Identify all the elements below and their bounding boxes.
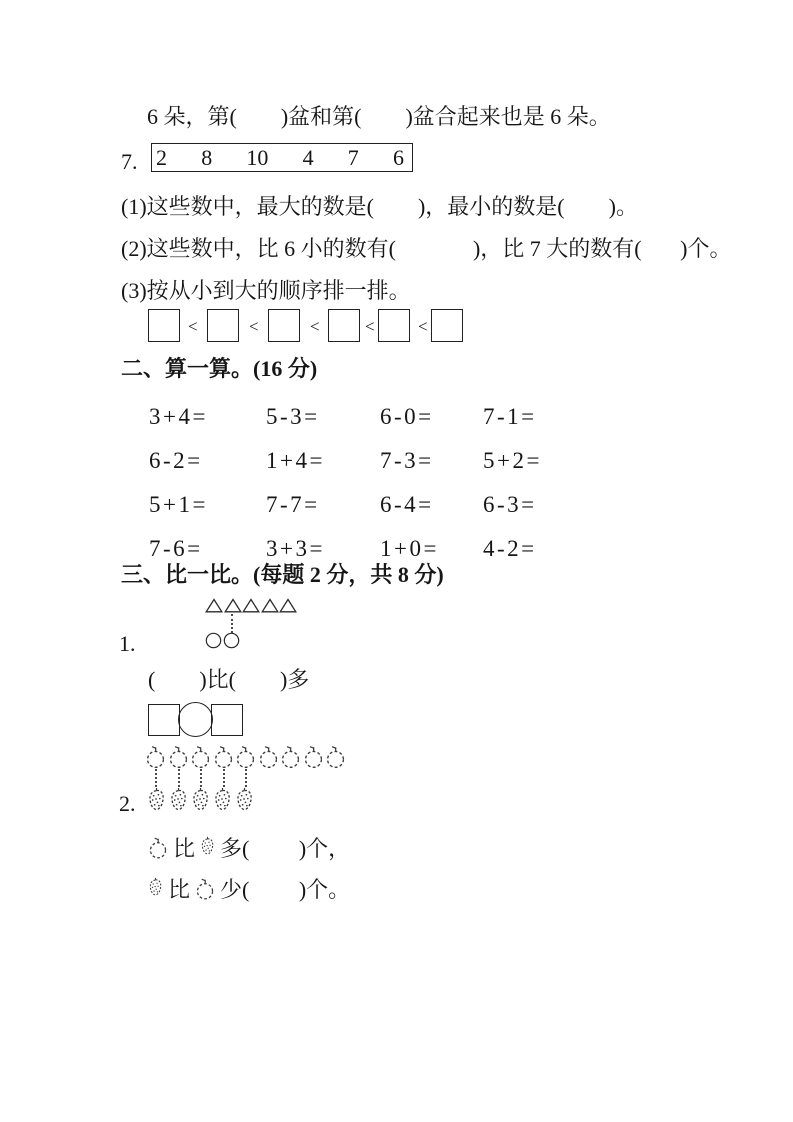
calc-problem: 7-3= (380, 448, 434, 473)
section2-title: 二、算一算。(16 分) (121, 356, 318, 381)
match-dotted-line (231, 614, 233, 633)
question7-part2: (2)这些数中，比 6 小的数有( )，比 7 大的数有( )个。 (121, 236, 732, 261)
box-number: 4 (302, 144, 314, 170)
less-than-sign: < (418, 317, 428, 336)
box-number: 2 (156, 144, 167, 170)
calc-row (0, 536, 793, 562)
box-number: 6 (392, 144, 404, 170)
calc-row (0, 448, 793, 474)
less-than-sign: < (365, 317, 375, 336)
strawberry-icon (191, 787, 210, 812)
match-dotted-line (223, 769, 225, 787)
order-answer-box (378, 309, 410, 342)
apple-icon (195, 878, 215, 900)
apple-icon (145, 745, 166, 769)
strawberry-icon (147, 787, 166, 812)
strawberry-icon (213, 787, 232, 812)
item2-label: 2. (119, 791, 136, 816)
calc-row (0, 492, 793, 518)
match-dotted-line (178, 769, 180, 787)
less-than-sign: < (310, 317, 320, 336)
section3-title: 三、比一比。(每题 2 分，共 8 分) (121, 562, 444, 587)
calc-row (0, 404, 793, 430)
order-answer-box (148, 309, 180, 342)
apple-icon (258, 745, 279, 769)
item2-answer-line-2 (148, 873, 350, 904)
order-answer-box (207, 309, 239, 342)
calc-problem: 6-0= (380, 404, 434, 429)
triangle-icon (205, 598, 223, 613)
circle-shape (178, 702, 213, 737)
calc-problem: 3+3= (266, 536, 325, 561)
compare-word: 比 (168, 877, 191, 902)
calc-problem: 3+4= (149, 404, 208, 429)
apple-icon (168, 745, 189, 769)
question6-continuation-text: 6 朵，第( )盆和第( )盆合起来也是 6 朵。 (147, 104, 611, 129)
calc-problem: 6-3= (483, 492, 537, 517)
match-dotted-line (155, 769, 157, 787)
compare-word: 比 (173, 836, 196, 861)
match-dotted-line (245, 769, 247, 787)
calc-problem: 6-4= (380, 492, 434, 517)
apple-icon (190, 745, 211, 769)
circle-icon (223, 632, 240, 649)
strawberry-icon (235, 787, 254, 812)
calc-problem: 7-6= (149, 536, 203, 561)
calc-problem: 5+2= (483, 448, 542, 473)
order-answer-box (431, 309, 463, 342)
order-answer-box (268, 309, 300, 342)
item1-answer-line: ( )比( )多 (148, 667, 310, 692)
triangle-icon (261, 598, 279, 613)
calc-problem: 7-7= (266, 492, 320, 517)
box-number: 7 (347, 144, 359, 170)
less-than-sign: < (249, 317, 259, 336)
calc-problem: 1+0= (380, 536, 439, 561)
apple-icon (148, 837, 168, 859)
circle-icon (205, 632, 222, 649)
item2-answer-line-1 (148, 832, 350, 863)
box-number: 10 (246, 144, 269, 170)
apple-icon (325, 745, 346, 769)
calc-problem: 1+4= (266, 448, 325, 473)
strawberry-icon (148, 877, 163, 897)
question7-part1: (1)这些数中，最大的数是( )，最小的数是( )。 (121, 194, 638, 219)
triangle-icon (279, 598, 297, 613)
answer-tail: 少( )个。 (220, 877, 351, 902)
calc-problem: 5-3= (266, 404, 320, 429)
apple-icon (235, 745, 256, 769)
apple-icon (303, 745, 324, 769)
square-shape (211, 704, 243, 736)
calc-problem: 4-2= (483, 536, 537, 561)
less-than-sign: < (188, 317, 198, 336)
order-answer-box (328, 309, 360, 342)
strawberry-icon (169, 787, 188, 812)
item1-label: 1. (119, 631, 136, 656)
question7-label: 7. (121, 149, 138, 174)
question7-number-box (151, 143, 413, 172)
strawberry-icon (200, 836, 215, 856)
box-number: 8 (201, 144, 213, 170)
triangle-icon (242, 598, 260, 613)
apple-icon (213, 745, 234, 769)
square-shape (148, 704, 180, 736)
match-dotted-line (200, 769, 202, 787)
calc-problem: 6-2= (149, 448, 203, 473)
calc-problem: 7-1= (483, 404, 537, 429)
apple-icon (280, 745, 301, 769)
question7-part3: (3)按从小到大的顺序排一排。 (121, 278, 411, 303)
triangle-icon (224, 598, 242, 613)
answer-tail: 多( )个， (220, 836, 351, 861)
calc-problem: 5+1= (149, 492, 208, 517)
